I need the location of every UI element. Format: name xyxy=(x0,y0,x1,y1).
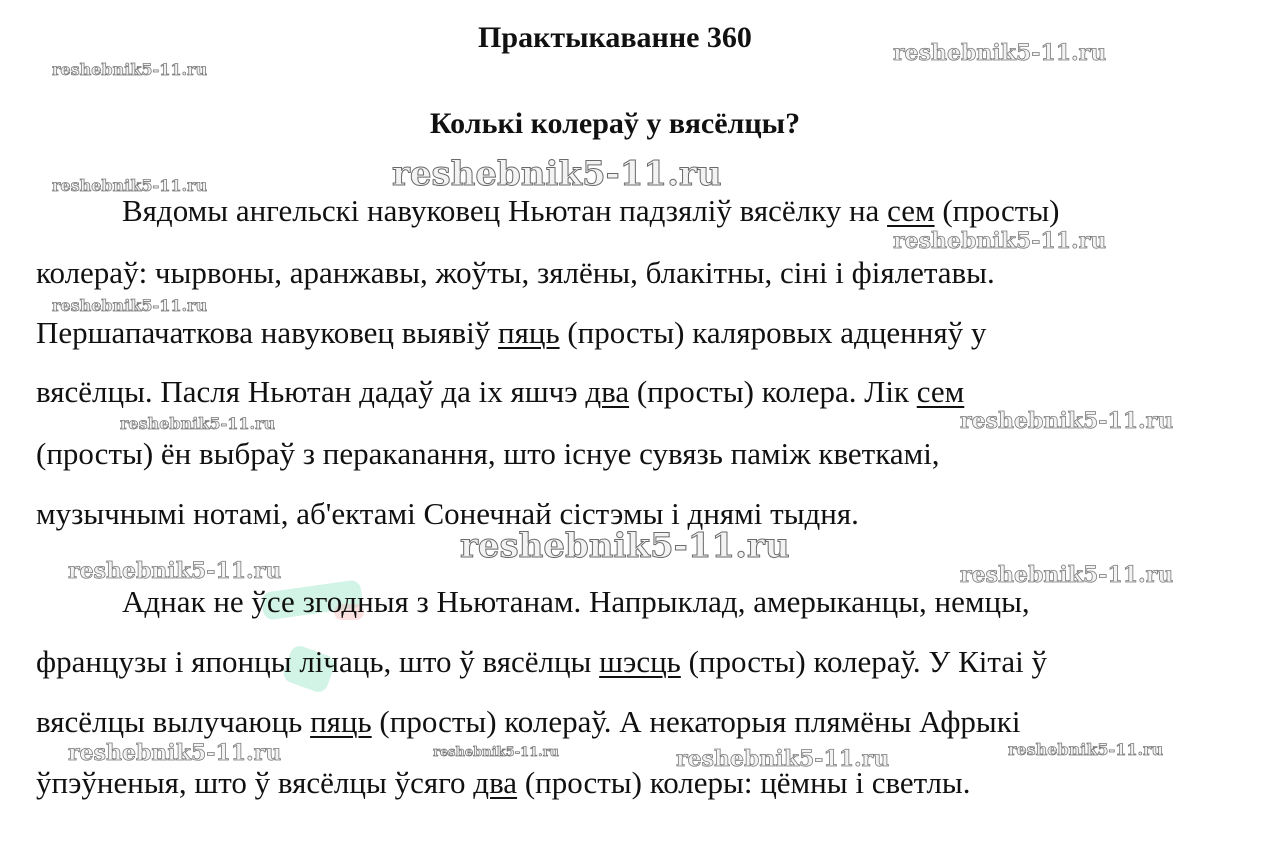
watermark: reshebnik5-11.ru xyxy=(433,745,560,760)
watermark: reshebnik5-11.ru xyxy=(893,228,1107,254)
number-word: пяць xyxy=(498,315,560,350)
watermark: reshebnik5-11.ru xyxy=(893,40,1107,66)
watermark: reshebnik5-11.ru xyxy=(52,176,208,195)
watermark: reshebnik5-11.ru xyxy=(52,296,208,315)
number-word: сем xyxy=(887,193,935,228)
watermark: reshebnik5-11.ru xyxy=(120,414,276,433)
text-title: Колькі колераў у вясёлцы? xyxy=(429,107,801,140)
number-word: пяць xyxy=(310,704,372,739)
number-word: два xyxy=(585,374,630,409)
watermark: reshebnik5-11.ru xyxy=(960,562,1174,588)
watermark: reshebnik5-11.ru xyxy=(68,558,282,584)
watermark: reshebnik5-11.ru xyxy=(676,746,890,772)
text-line-5: (просты) ён выбраў з перакanання, што існуе сувязь паміж кветкамі, xyxy=(36,436,940,471)
text-line-3: Першапачаткова навуковец выявіў пяць (просты) каляровых адценняў у xyxy=(36,315,987,350)
number-word: шэсць xyxy=(599,644,681,679)
text-line-4: вясёлцы. Пасля Ньютан дадаў да іх яшчэ два (просты) колера. Лік сем xyxy=(36,374,965,409)
text-line-7: Аднак не ўсе згодныя з Ньютанам. Напрыклад, амерыканцы, немцы, xyxy=(122,584,1030,619)
text-line-8: французы і японцы лічаць, што ў вясёлцы шэсць (просты) колераў. У Кітаі ў xyxy=(36,644,1047,679)
watermark: reshebnik5-11.ru xyxy=(460,526,790,566)
text-line-9: вясёлцы вылучаюць пяць (просты) колераў. А некаторыя плямёны Афрыкі xyxy=(36,704,1021,739)
text-line-10: ўпэўненыя, што ў вясёлцы ўсяго два (просты) колеры: цёмны і светлы. xyxy=(36,765,971,800)
number-word: сем xyxy=(916,374,965,409)
text-line-2: колераў: чырвоны, аранжавы, жоўты, зялёны, блакітны, сіні і фіялетавы. xyxy=(36,255,995,290)
text-line-1: Вядомы ангельскі навуковец Ньютан падзяліў вясёлку на сем (просты) xyxy=(122,193,1060,228)
watermark: reshebnik5-11.ru xyxy=(960,408,1174,434)
text-line-6: музычнымі нотамі, аб'ектамі Сонечнай сістэмы і днямі тыдня. xyxy=(36,496,859,531)
watermark: reshebnik5-11.ru xyxy=(68,740,282,766)
exercise-heading: Практыкаванне 360 xyxy=(478,21,752,54)
watermark: reshebnik5-11.ru xyxy=(52,60,208,79)
watermark: reshebnik5-11.ru xyxy=(392,154,722,194)
watermark: reshebnik5-11.ru xyxy=(1008,740,1164,759)
number-word: два xyxy=(473,765,518,800)
